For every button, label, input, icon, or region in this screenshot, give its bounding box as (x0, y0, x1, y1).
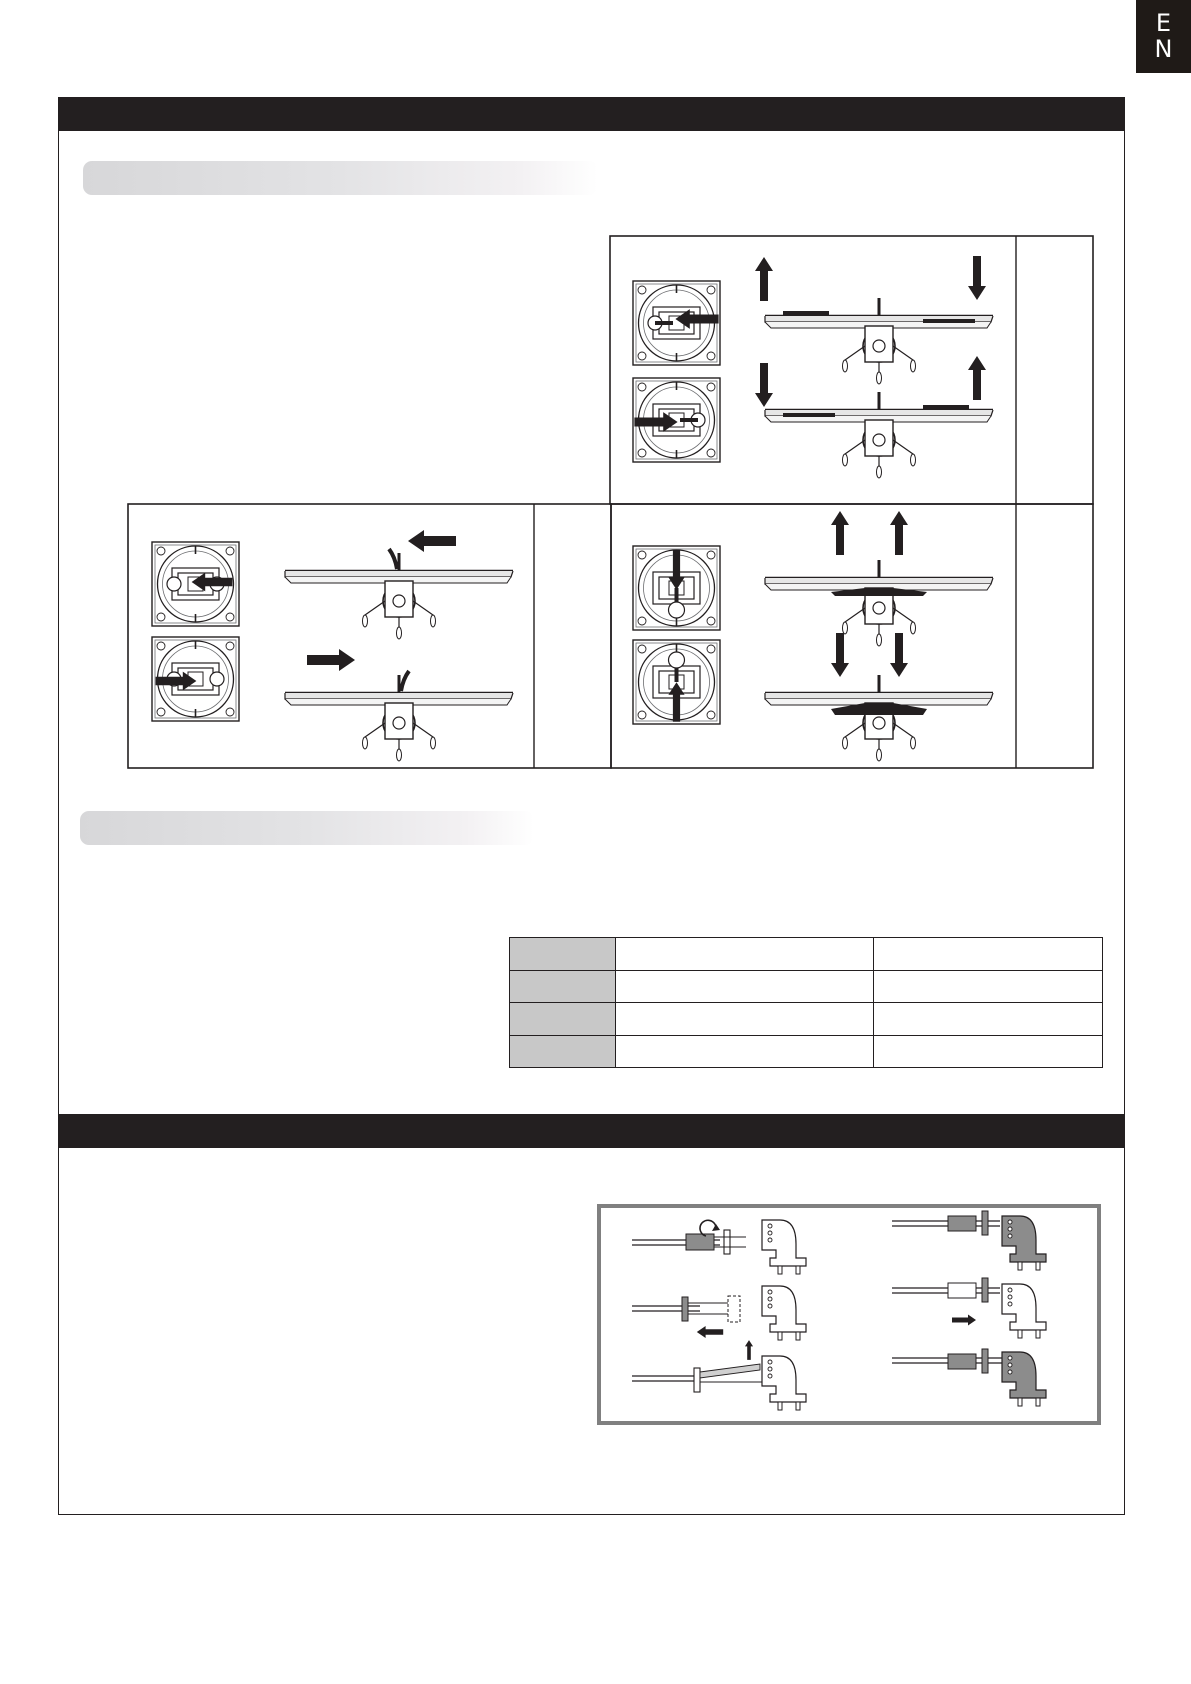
transmitter-stick-down-icon (633, 546, 720, 630)
up-arrow-icon (968, 356, 986, 400)
table-cell (874, 1003, 1103, 1036)
linkage-figure (599, 1206, 1099, 1423)
transmitter-stick-up-icon (633, 640, 720, 724)
table-row (510, 1003, 1103, 1036)
transmitter-stick-right-icon (633, 378, 720, 462)
down-arrow-icon (755, 363, 773, 407)
airplane-front-icon (765, 675, 993, 761)
table-row (510, 970, 1103, 1003)
up-arrow-icon (831, 511, 849, 555)
left-arrow-icon (408, 530, 456, 552)
language-tab-line-2: N (1154, 35, 1173, 63)
table-cell (874, 1035, 1103, 1068)
table-row-header (510, 1035, 616, 1068)
airplane-front-icon (285, 549, 513, 639)
table-row-header (510, 970, 616, 1003)
down-arrow-icon (831, 633, 849, 677)
table-row-header (510, 1003, 616, 1036)
table-cell (616, 1035, 874, 1068)
language-tab-line-1: E (1155, 9, 1172, 37)
airplane-front-icon (285, 671, 513, 761)
transmitter-stick-left-icon (633, 281, 720, 365)
aileron-panel (610, 236, 1093, 504)
table-cell (616, 938, 874, 971)
down-arrow-icon (968, 256, 986, 300)
transmitter-stick-right-icon (152, 637, 239, 721)
table-row-header (510, 938, 616, 971)
down-arrow-icon (890, 633, 908, 677)
table-row (510, 938, 1103, 971)
table-cell (874, 970, 1103, 1003)
airplane-front-icon (765, 392, 993, 478)
transmitter-stick-left-icon (152, 542, 239, 626)
table-cell (616, 1003, 874, 1036)
airplane-front-icon (765, 298, 993, 384)
up-arrow-icon (755, 257, 773, 301)
table-row (510, 1035, 1103, 1068)
settings-table (509, 937, 1103, 1068)
up-arrow-icon (890, 511, 908, 555)
table-cell (616, 970, 874, 1003)
right-arrow-icon (307, 649, 355, 671)
rudder-panel (128, 504, 611, 768)
elevator-panel (611, 504, 1093, 768)
airplane-front-icon (765, 560, 993, 646)
table-cell (874, 938, 1103, 971)
